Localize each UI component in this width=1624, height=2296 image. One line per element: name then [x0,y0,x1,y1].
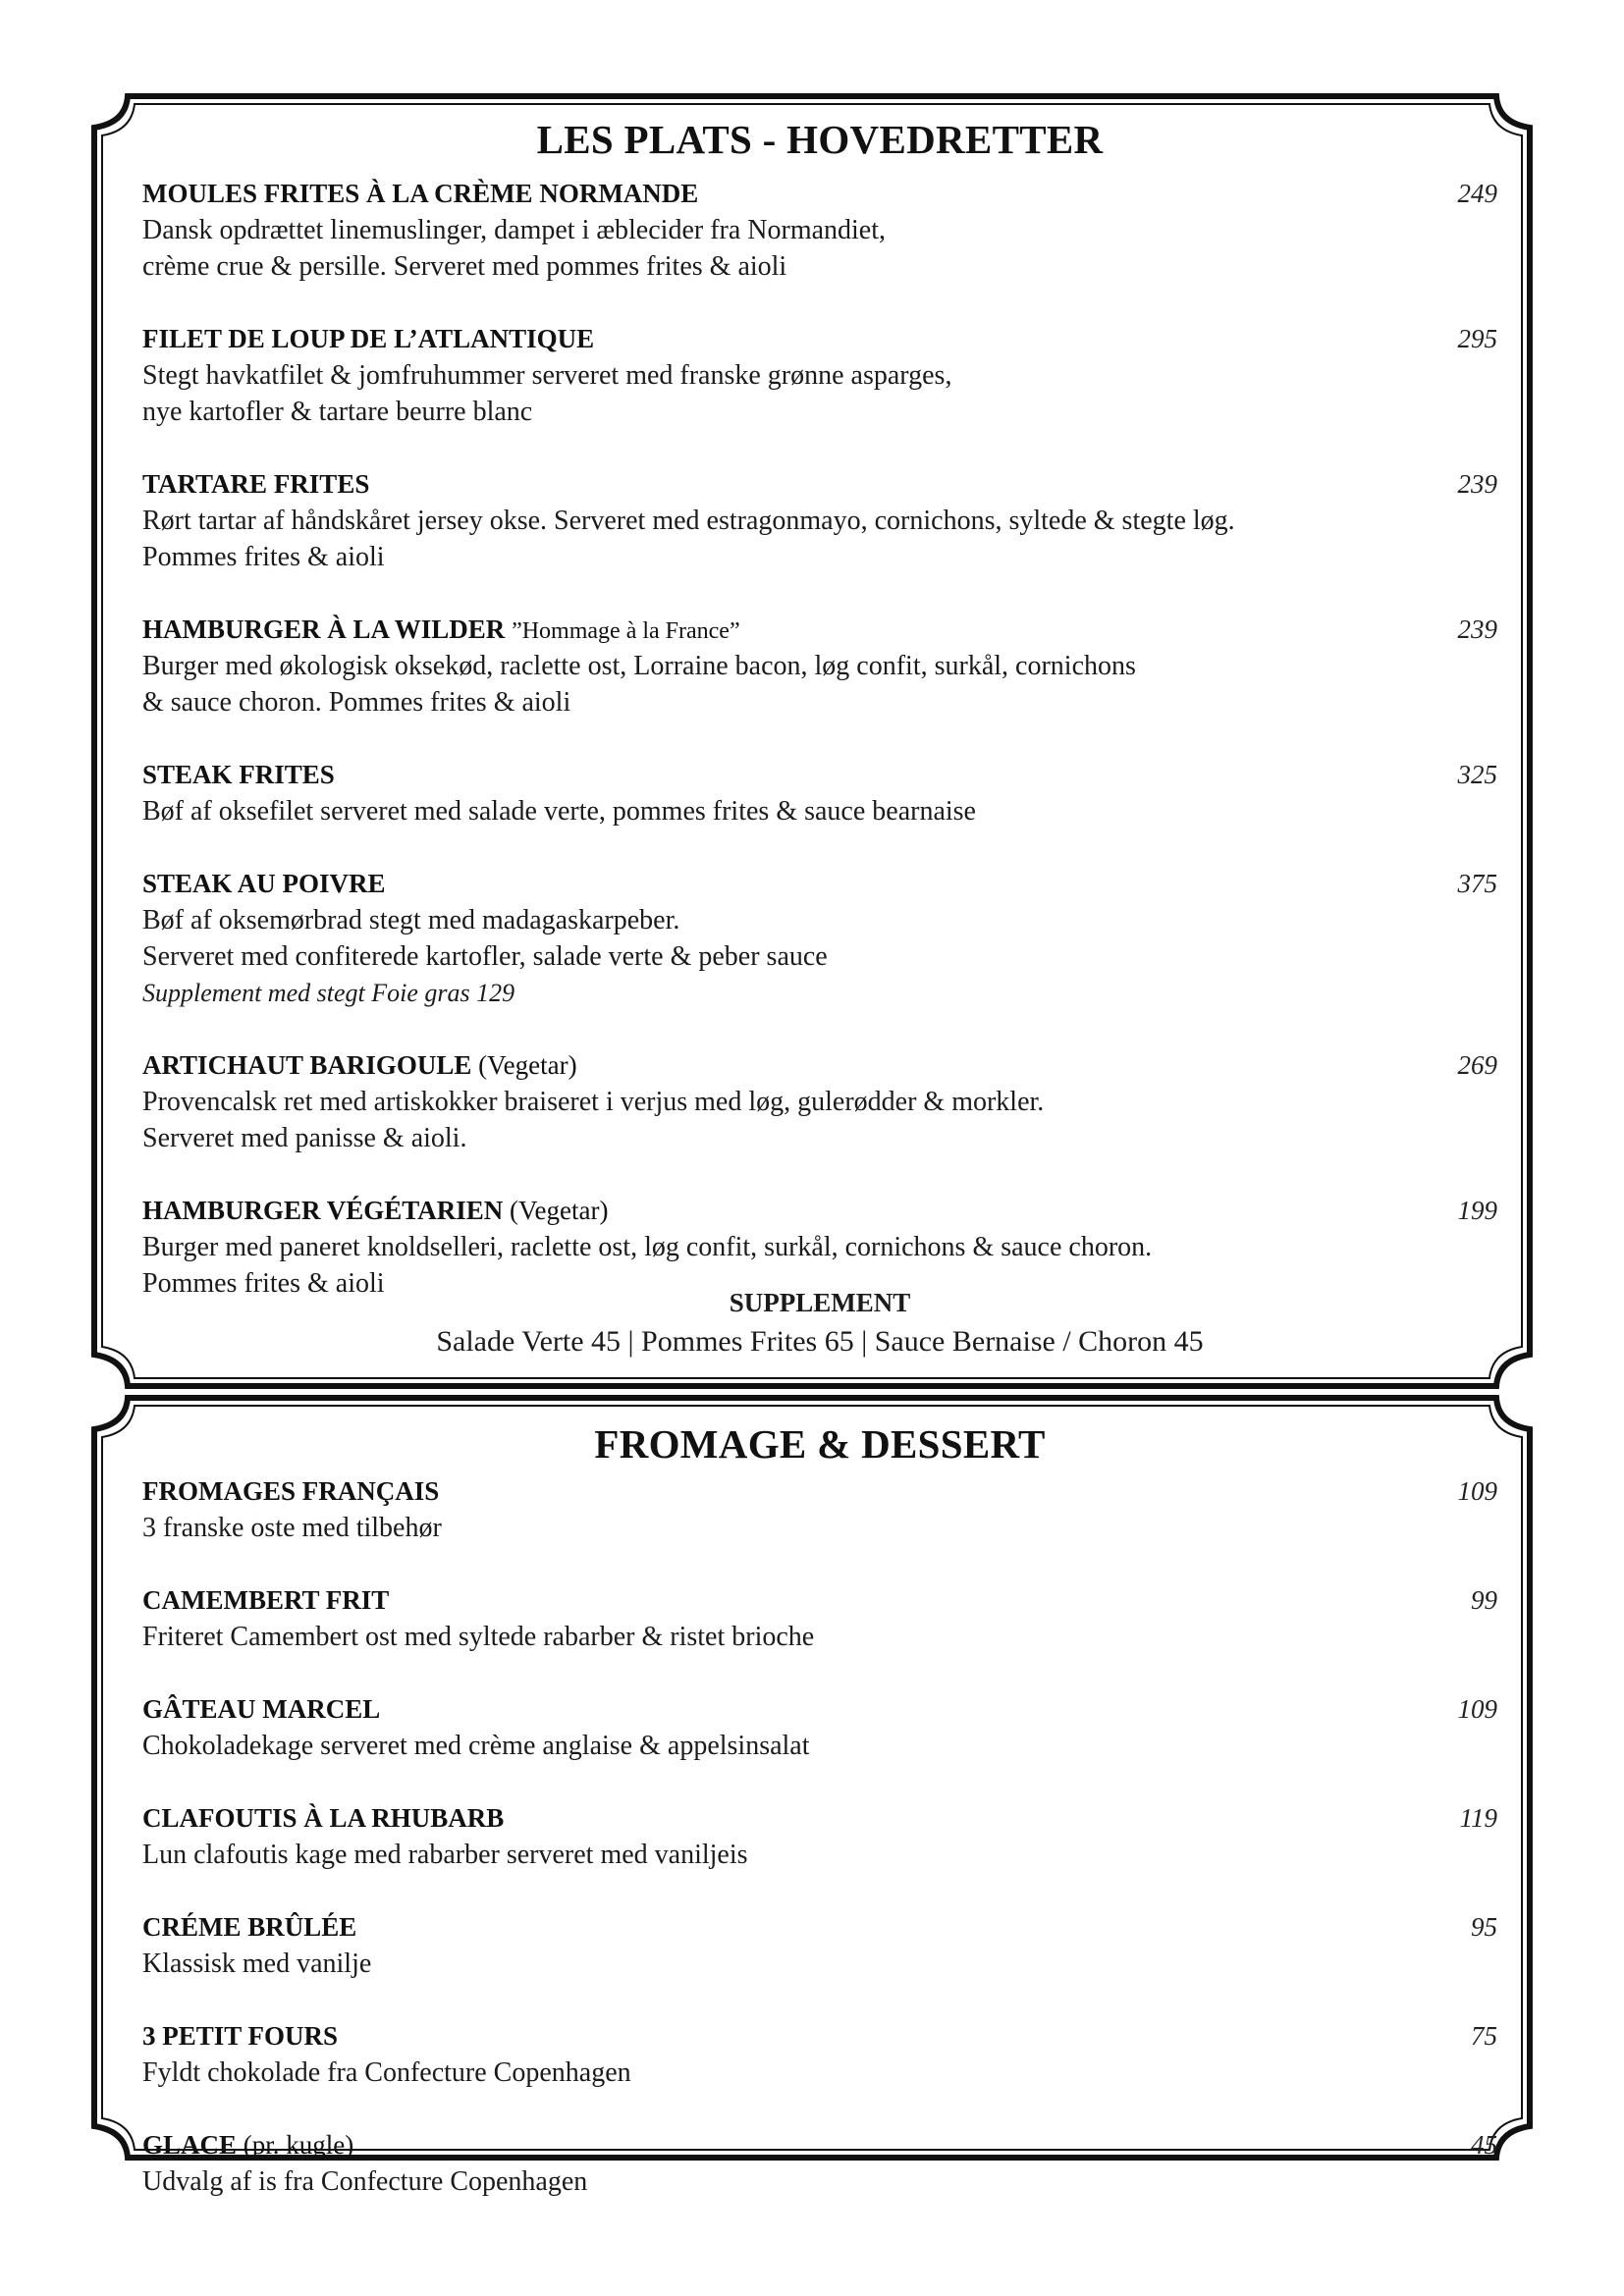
item-name: FROMAGES FRANÇAIS [142,1476,440,1506]
item-description: Serveret med confiterede kartofler, salade verte & peber sauce [142,941,828,972]
item-description: Rørt tartar af håndskåret jersey okse. Serveret med estragonmayo, cornichons, syltede & stegte løg. [142,506,1235,536]
item-description: Bøf af oksemørbrad stegt med madagaskarpeber. [142,905,680,935]
desserts-section [142,0,1497,2296]
item-description: Bøf af oksefilet serveret med salade verte, pommes frites & sauce bearnaise [142,796,976,827]
item-description: Provencalsk ret med artiskokker braiseret i verjus med løg, gulerødder & morkler. [142,1087,1045,1117]
item-price: 325 [1457,760,1497,789]
menu-item [142,1473,1497,1546]
item-description: & sauce choron. Pommes frites & aioli [142,687,571,718]
item-description: Serveret med panisse & aioli. [142,1123,467,1153]
item-description: Udvalg af is fra Confecture Copenhagen [142,2166,588,2197]
supplement-title: SUPPLEMENT [729,1288,911,1317]
item-description: Burger med økologisk oksekød, raclette ost, Lorraine bacon, løg confit, surkål, cornichons [142,651,1136,681]
item-description: Pommes frites & aioli [142,542,385,572]
item-description: Fyldt chokolade fra Confecture Copenhagen [142,2057,631,2088]
item-price: 295 [1457,324,1497,353]
item-name: CLAFOUTIS À LA RHUBARB [142,1803,505,1833]
item-name: STEAK FRITES [142,760,335,789]
menu-item [142,1582,1497,1655]
item-name: FILET DE LOUP DE L’ATLANTIQUE [142,324,595,353]
menu-item [142,2127,1497,2200]
item-name: MOULES FRITES À LA CRÈME NORMANDE [142,179,699,208]
item-price: 95 [1471,1912,1497,1942]
item-description: 3 franske oste med tilbehør [142,1513,442,1543]
item-price: 375 [1457,869,1497,898]
menu-item [142,2018,1497,2091]
item-name: HAMBURGER À LA WILDER [142,614,506,644]
section-title: LES PLATS - HOVEDRETTER [536,117,1104,162]
item-price: 249 [1457,179,1497,208]
item-note: (Vegetar) [510,1196,609,1225]
item-description: Klassisk med vanilje [142,1949,372,1979]
item-price: 269 [1457,1050,1497,1080]
item-description: Dansk opdrættet linemuslinger, dampet i æblecider fra Normandiet, [142,215,887,245]
item-price: 75 [1471,2021,1497,2051]
item-name: CRÉME BRÛLÉE [142,1912,357,1942]
item-name: ARTICHAUT BARIGOULE [142,1050,472,1080]
item-price: 109 [1457,1476,1497,1506]
item-note: (pr. kugle) [243,2130,354,2160]
menu-item [142,1691,1497,1764]
item-description: crème crue & persille. Serveret med pommes frites & aioli [142,251,787,282]
item-description: Chokoladekage serveret med crème anglaise & appelsinsalat [142,1731,810,1761]
item-price: 199 [1457,1196,1497,1225]
item-price: 45 [1471,2130,1497,2160]
item-name: GÂTEAU MARCEL [142,1694,381,1724]
item-price: 119 [1459,1803,1497,1833]
item-description: Lun clafoutis kage med rabarber serveret med vaniljeis [142,1840,748,1870]
menu-item [142,1800,1497,1873]
item-description: Pommes frites & aioli [142,1268,385,1299]
menu-item [142,1909,1497,1982]
item-description: Stegt havkatfilet & jomfruhummer serveret med franske grønne asparges, [142,360,952,391]
item-supplement-note: Supplement med stegt Foie gras 129 [142,979,515,1007]
item-name: 3 PETIT FOURS [142,2021,339,2051]
item-price: 109 [1457,1694,1497,1724]
item-price: 99 [1471,1585,1497,1615]
item-description: Friteret Camembert ost med syltede rabarber & ristet brioche [142,1622,815,1652]
item-note: (Vegetar) [478,1050,577,1080]
item-price: 239 [1457,614,1497,644]
item-name: HAMBURGER VÉGÉTARIEN [142,1196,504,1225]
item-name: GLACE [142,2130,238,2160]
item-name: CAMEMBERT FRIT [142,1585,390,1615]
item-description: Burger med paneret knoldselleri, raclette ost, løg confit, surkål, cornichons & sauce choron. [142,1232,1153,1262]
item-name: TARTARE FRITES [142,469,370,499]
item-note: ”Hommage à la France” [512,618,740,644]
section-title: FROMAGE & DESSERT [594,1421,1046,1467]
item-description: nye kartofler & tartare beurre blanc [142,397,533,427]
item-price: 239 [1457,469,1497,499]
item-name: STEAK AU POIVRE [142,869,386,898]
supplement-line: Salade Verte 45 | Pommes Frites 65 | Sauce Bernaise / Choron 45 [436,1325,1204,1358]
